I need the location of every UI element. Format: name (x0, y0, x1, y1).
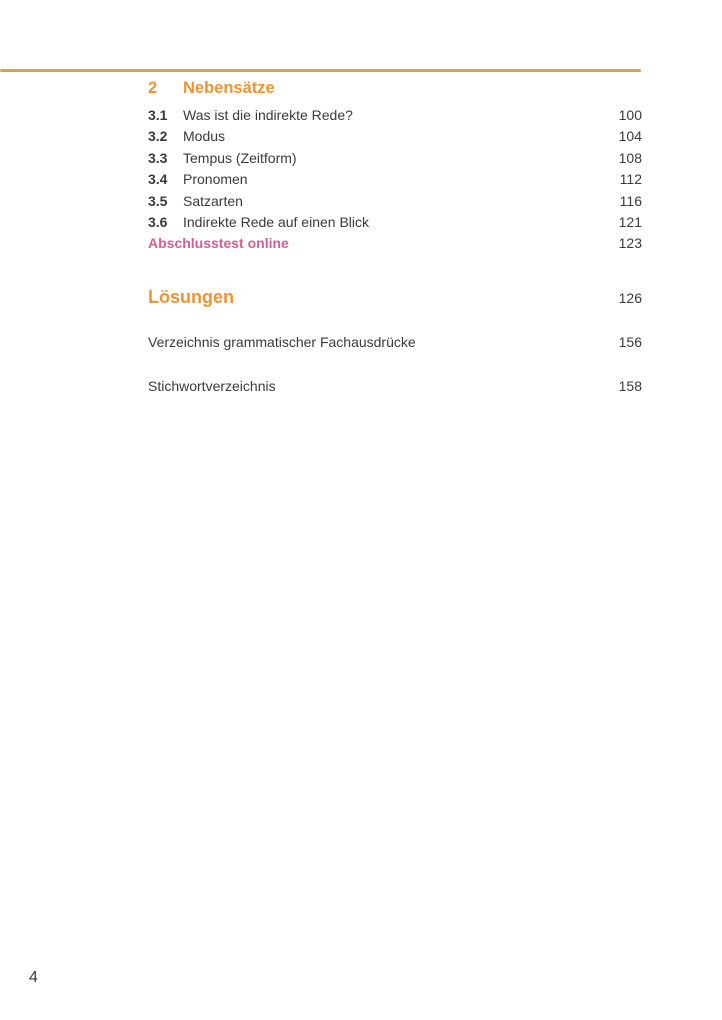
toc-entry-online-test (148, 233, 642, 254)
toc-entry-number: 3.1 (148, 107, 168, 123)
toc-entry-number: 3.5 (148, 192, 168, 209)
toc-entry (148, 148, 642, 169)
toc-entry-page: 112 (619, 171, 642, 188)
chapter-title: Nebensätze (183, 79, 275, 97)
toc-entry-title: Was ist die indirekte Rede? (183, 107, 353, 123)
toc-entry-title: Modus (183, 128, 226, 145)
toc-entry-index (148, 375, 642, 397)
index-page: 158 (618, 377, 642, 394)
toc-entry (148, 105, 642, 126)
table-of-contents (148, 78, 642, 397)
loesungen-page: 126 (618, 289, 642, 306)
toc-entry-loesungen (148, 285, 642, 310)
toc-entry-number: 3.2 (148, 128, 168, 145)
glossary-page: 156 (618, 333, 642, 350)
toc-entry (148, 126, 642, 147)
toc-entry-title: Tempus (Zeitform) (183, 149, 297, 166)
chapter-number: 2 (148, 79, 158, 97)
glossary-title: Verzeichnis grammatischer Fachausdrücke (148, 333, 416, 350)
toc-entry-page: 104 (618, 128, 642, 145)
toc-entry (148, 191, 642, 212)
toc-entry-title: Pronomen (183, 171, 248, 188)
toc-entry (148, 212, 642, 233)
toc-entry-page: 100 (618, 107, 642, 123)
chapter-divider-rule (0, 69, 641, 72)
page-number: 4 (29, 969, 38, 986)
online-test-title: Abschlusstest online (148, 235, 289, 252)
online-test-page: 123 (618, 235, 642, 252)
toc-entry-title: Satzarten (183, 192, 243, 209)
toc-entry-page: 121 (618, 214, 642, 231)
toc-entry-title: Indirekte Rede auf einen Blick (183, 214, 369, 231)
toc-entry-number: 3.3 (148, 149, 168, 166)
index-title: Stichwortverzeichnis (148, 377, 276, 394)
toc-entry-page: 116 (619, 192, 642, 209)
toc-entry-glossary (148, 331, 642, 353)
toc-entry-number: 3.4 (148, 171, 168, 188)
chapter-heading (148, 78, 642, 98)
toc-entry (148, 169, 642, 190)
toc-entry-number: 3.6 (148, 214, 168, 231)
loesungen-title: Lösungen (148, 286, 234, 307)
toc-entry-page: 108 (618, 149, 642, 166)
